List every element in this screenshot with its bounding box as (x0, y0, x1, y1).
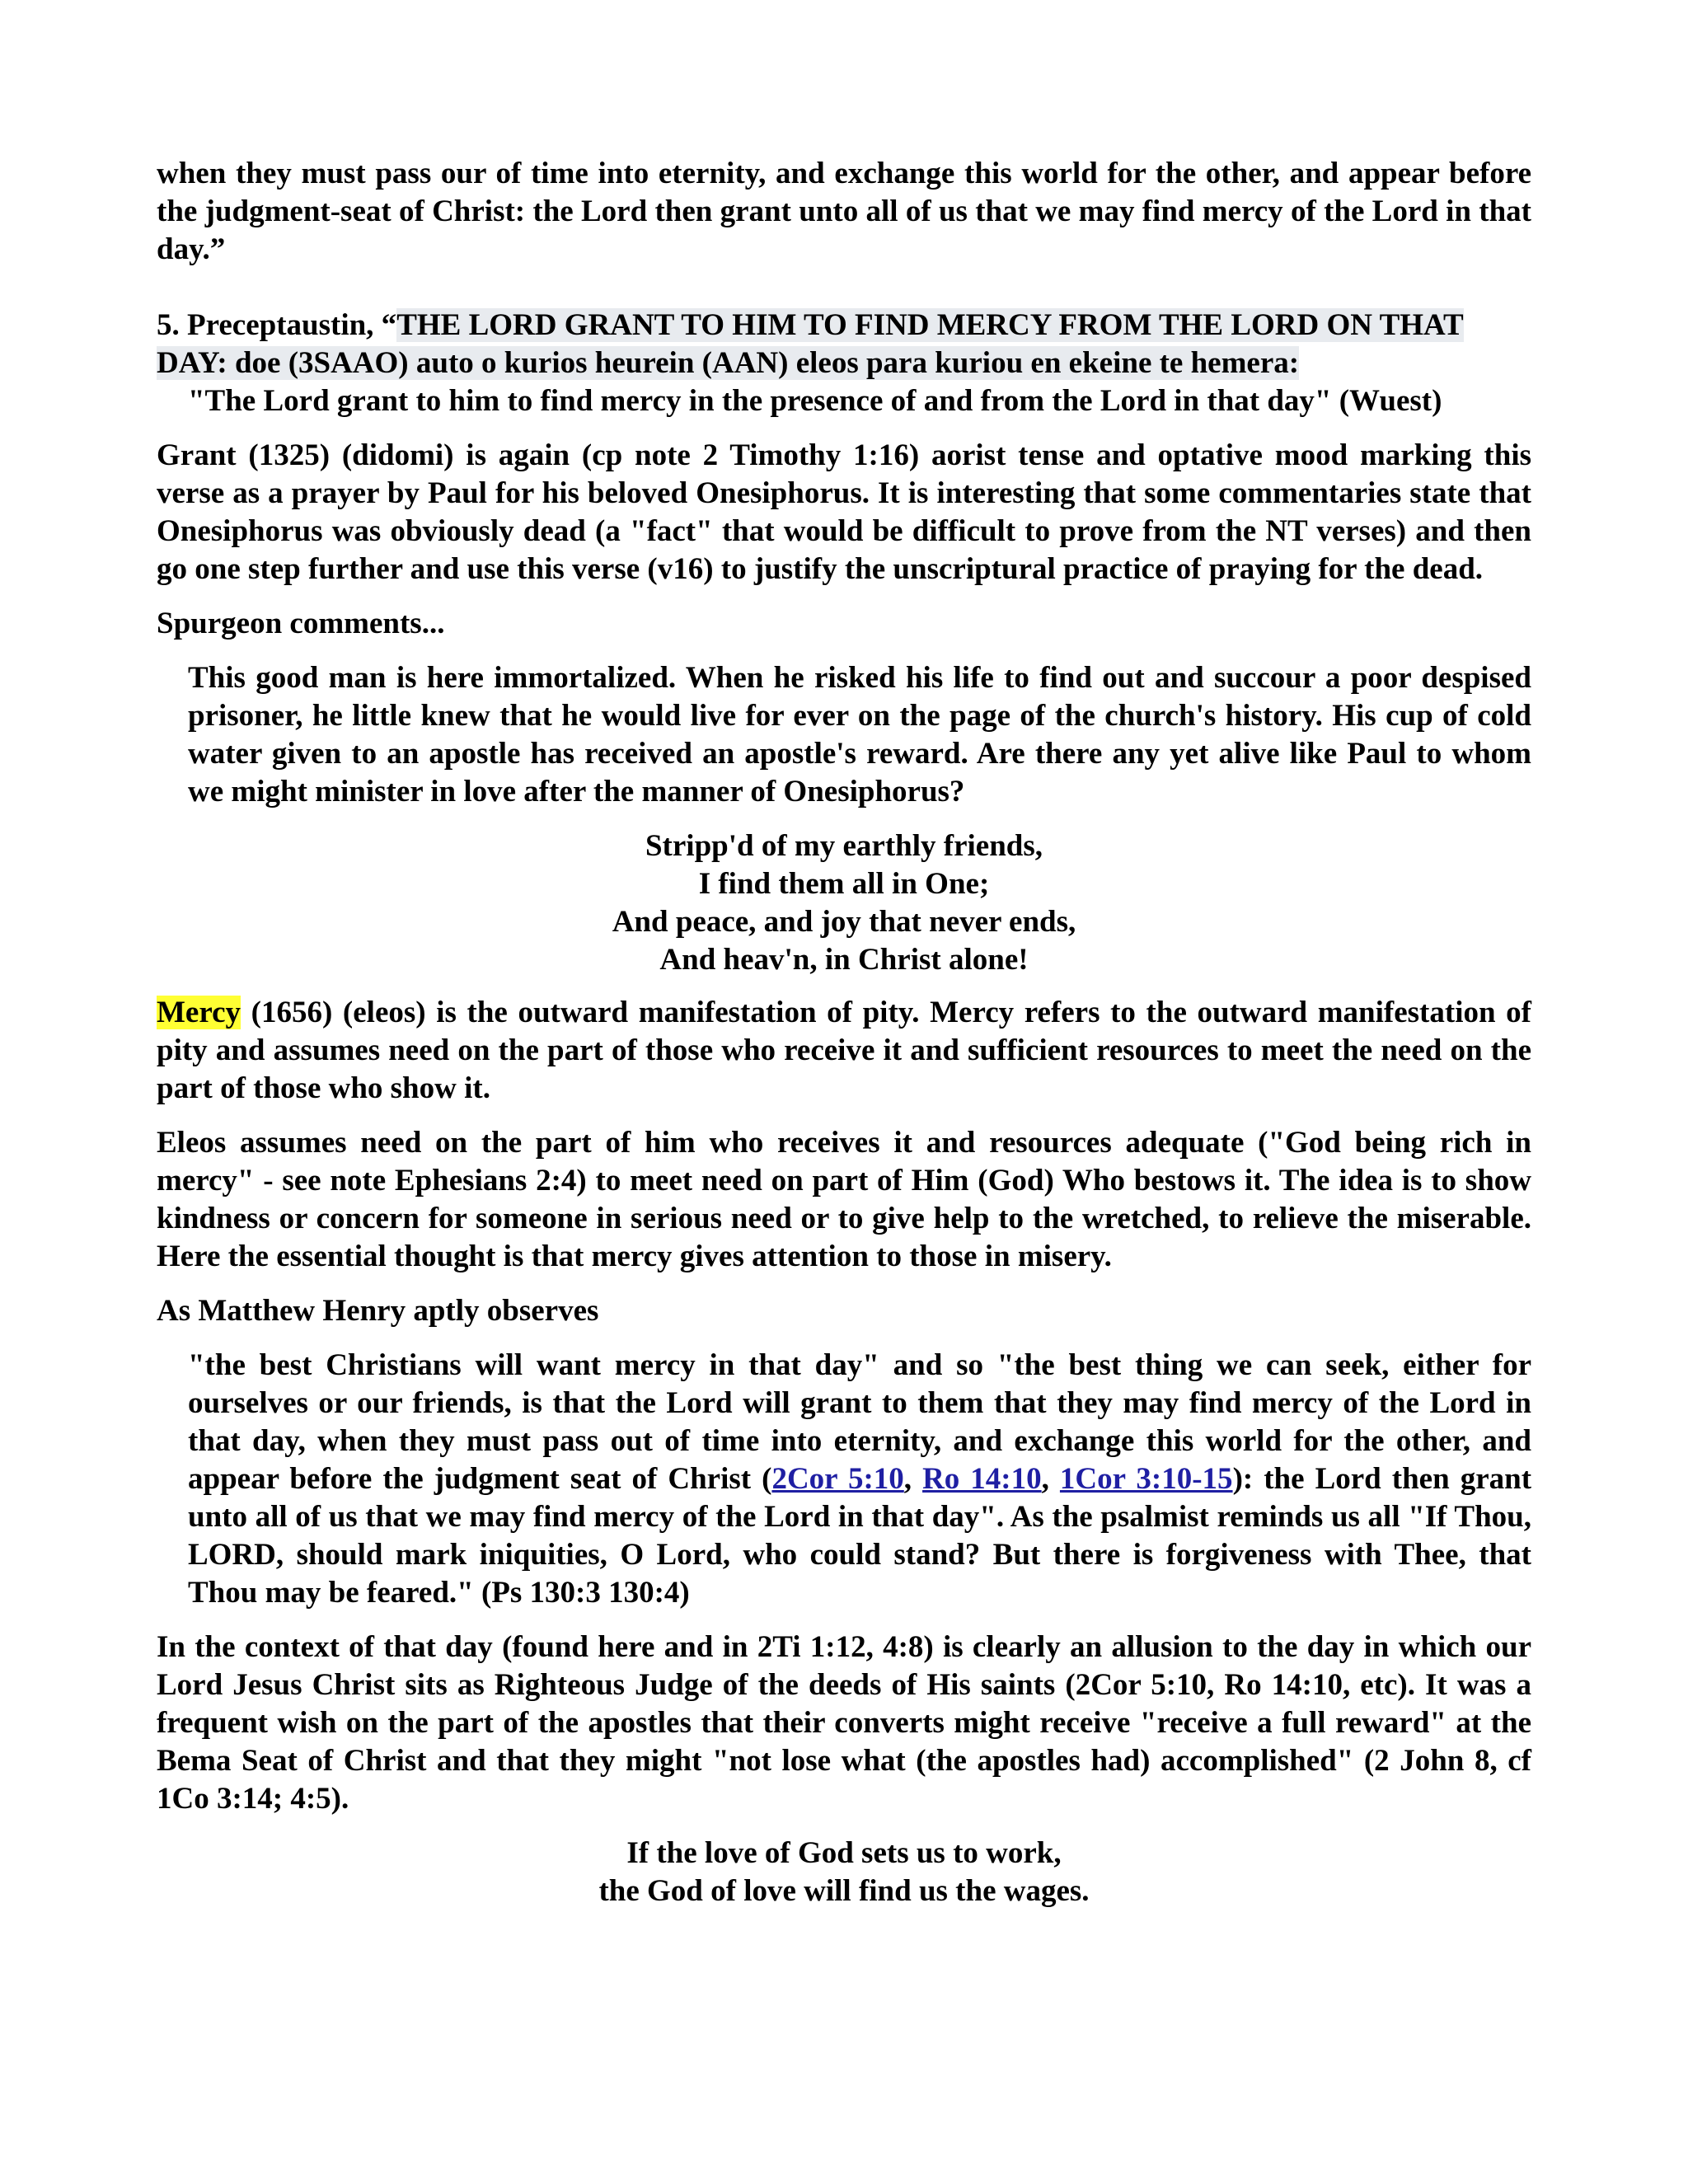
scripture-link-1cor-3-10-15[interactable]: 1Cor 3:10-15 (1059, 1462, 1233, 1496)
poem-line: And peace, and joy that never ends, (612, 905, 1076, 939)
grant-paragraph: Grant (1325) (didomi) is again (cp note 2 Timothy 1:16) aorist tense and optative mood marking this verse as a prayer by Paul for his beloved Onesiphorus. It is interesting that some commentaries state that Onesiphorus was obviously dead (a "fact" that would be difficult to prove from the NT verses) and then go one step further and use this verse (v16) to justify the unscriptural practice of praying for the dead. (157, 438, 1531, 586)
wuest-translation: "The Lord grant to him to find mercy in the presence of and from the Lord in that day" (Wuest) (188, 384, 1442, 418)
context-paragraph: In the context of that day (found here and in 2Ti 1:12, 4:8) is clearly an allusion to the day in which our Lord Jesus Christ sits as Righteous Judge of the deeds of His saints (2Cor 5:10, Ro 14:10, etc). It was a frequent wish on the part of the apostles that their converts might receive "receive a full reward" at the Bema Seat of Christ and that they might "not lose what (the apostles had) accomplished" (2 John 8, cf 1Co 3:14; 4:5). (157, 1630, 1531, 1816)
mercy-highlighted-word: Mercy (157, 996, 241, 1029)
intro-paragraph: when they must pass our of time into eternity, and exchange this world for the other, and appear before the judgment-seat of Christ: the Lord then grant unto all of us that we may find mercy of the Lord in that day.” (157, 157, 1531, 266)
poem-stanza (157, 827, 1531, 979)
section-5-highlighted-text: THE LORD GRANT TO HIM TO FIND MERCY FROM THE LORD ON THAT DAY: doe (3SAAO) auto o kurios heurein (AAN) eleos para kuriou en ekeine te hemera: (157, 308, 1464, 380)
henry-quote-text-2: ): the Lord then grant unto all of us that we may find mercy of the Lord in that day". As the psalmist reminds us all "If Thou, LORD, should mark iniquities, O Lord, who could stand? But there is forgiveness with Thee, that Thou may be feared." (Ps 130:3 130:4) (188, 1462, 1532, 1610)
link-separator: , (1041, 1462, 1060, 1496)
scripture-link-2cor-5-10[interactable]: 2Cor 5:10 (771, 1462, 904, 1496)
poem-line: I find them all in One; (698, 867, 990, 901)
section-5-prefix: 5. Preceptaustin, “ (157, 308, 397, 342)
henry-quote (157, 1347, 1531, 1612)
poem-line: And heav'n, in Christ alone! (659, 943, 1029, 977)
section-5-heading (157, 307, 1531, 382)
couplet-line: If the love of God sets us to work, (626, 1836, 1062, 1870)
mercy-paragraph-text: (1656) (eleos) is the outward manifestation of pity. Mercy refers to the outward manifestation of pity and assumes need on the part of those who receive it and sufficient resources to meet the need on the part of those who show it. (157, 996, 1531, 1105)
mercy-paragraph (157, 994, 1531, 1108)
spurgeon-quote: This good man is here immortalized. When he risked his life to find out and succour a poor despised prisoner, he little knew that he would live for ever on the page of the church's history. His cup of cold water given to an apostle has received an apostle's reward. Are there any yet alive like Paul to whom we might minister in love after the manner of Onesiphorus? (188, 661, 1531, 808)
henry-label: As Matthew Henry aptly observes (157, 1294, 599, 1328)
link-separator: , (903, 1462, 923, 1496)
henry-quote-text-1: "the best Christians will want mercy in that day" and so "the best thing we can seek, either for ourselves or our friends, is that the Lord will grant to them that they may find mercy of the Lord in that day, when they must pass out of time into eternity, and exchange this world for the other, and appear before the judgment seat of Christ ( (188, 1348, 1531, 1496)
eleos-paragraph: Eleos assumes need on the part of him who receives it and resources adequate ("God being rich in mercy" - see note Ephesians 2:4) to meet need on part of Him (God) Who bestows it. The idea is to show kindness or concern for someone in serious need or to give help to the wretched, to relieve the miserable. Here the essential thought is that mercy gives attention to those in misery. (157, 1126, 1531, 1273)
couplet-line: the God of love will find us the wages. (598, 1874, 1090, 1908)
poem-line: Stripp'd of my earthly friends, (645, 829, 1043, 863)
spurgeon-label: Spurgeon comments... (157, 607, 445, 640)
closing-couplet (157, 1835, 1531, 1910)
scripture-link-ro-14-10[interactable]: Ro 14:10 (922, 1462, 1042, 1496)
